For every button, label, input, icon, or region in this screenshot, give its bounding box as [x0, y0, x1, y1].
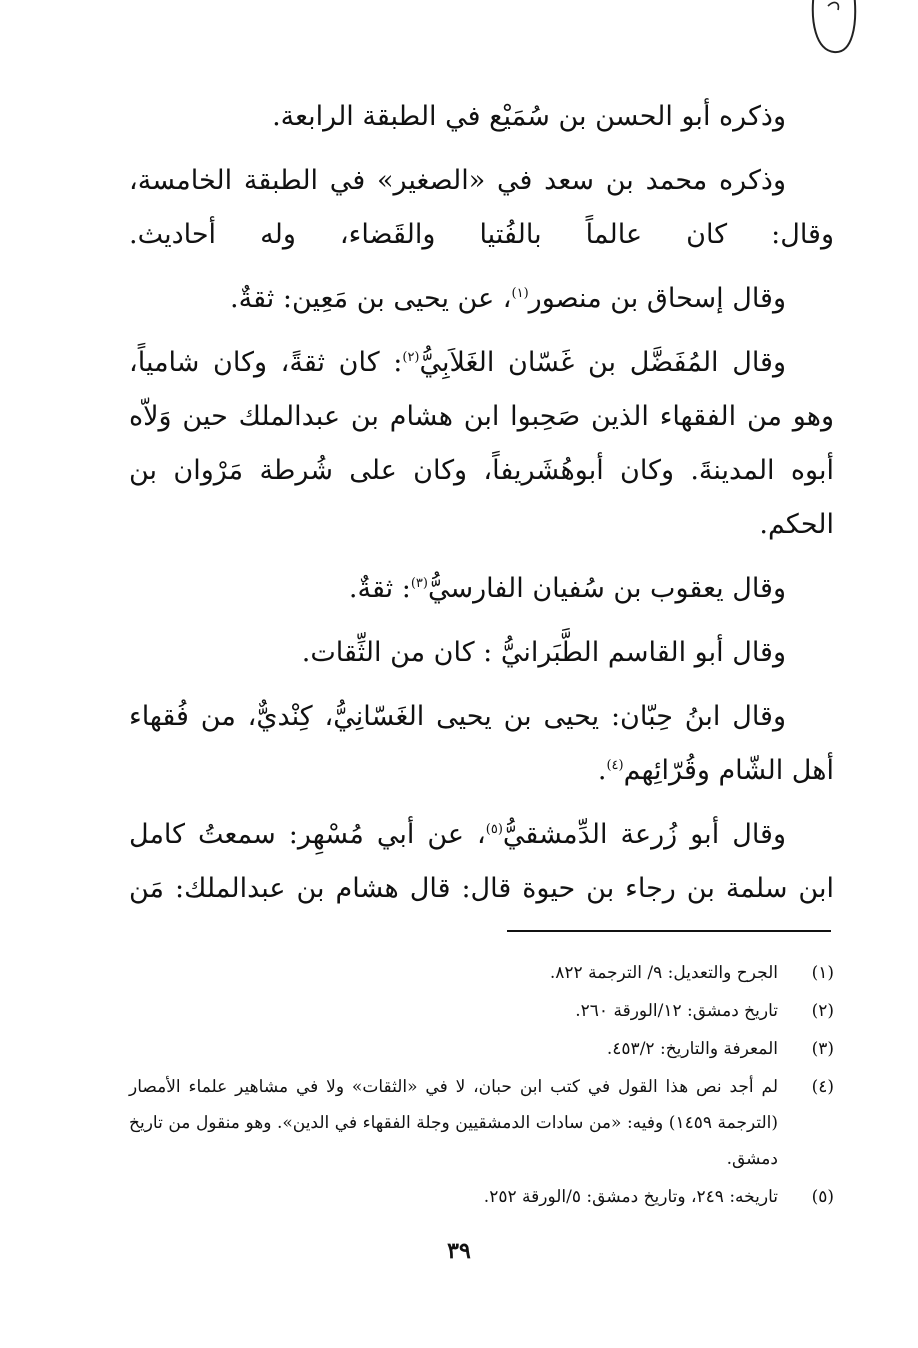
footnote-ref-3: (٣) — [410, 576, 428, 591]
footnote-number: (٤) — [811, 1077, 834, 1097]
footnote-ref-4: (٤) — [606, 758, 624, 773]
footnote-text: المعرفة والتاريخ: ٤٥٣/٢. — [606, 1039, 778, 1059]
paragraph-2: وذكره محمد بن سعد في «الصغير» في الطبقة الخامسة، وقال: كان عالماً بالفُتيا والقَضاء، وله أحاديث. — [129, 165, 834, 250]
footnote-item — [129, 993, 834, 1029]
footnote-ref-5: (٥) — [485, 822, 503, 837]
footnote-item — [129, 955, 834, 991]
paragraph-7: وقال ابنُ حِبّان: يحيى بن يحيى الغَسّانِيُّ، كِنْديٌّ، من فُقهاء أهل الشّام وقُرّائِهم$^{(٤)}$. — [129, 701, 834, 786]
paragraph-1: وذكره أبو الحسن بن سُمَيْع في الطبقة الرابعة. — [272, 101, 786, 132]
footnote-number: (٢) — [811, 1001, 834, 1021]
footnote-text: تاريخ دمشق: ١٢/الورقة ٢٦٠. — [575, 1001, 778, 1021]
footnote-item — [129, 1179, 834, 1215]
footnote-ref-2: (٢) — [402, 350, 420, 365]
page-number: ٣٩ — [447, 1238, 471, 1264]
paragraph-3: وقال إسحاق بن منصور$^{(١)}$، عن يحيى بن مَعِين: ثقةٌ. — [230, 283, 786, 314]
footnote-item — [129, 1031, 834, 1067]
paragraph-8: وقال أبو زُرعة الدِّمشقيُّ$^{(٥)}$، عن أبي مُسْهِر: سمعتُ كامل ابن سلمة بن رجاء بن حيوة قال: قال هشام بن عبدالملك: مَن — [129, 819, 834, 904]
footnote-item — [129, 1069, 834, 1177]
paragraph-5: وقال يعقوب بن سُفيان الفارسيُّ$^{(٣)}$: ثقةٌ. — [348, 573, 786, 604]
footnote-ref-1: (١) — [511, 286, 529, 301]
main-text — [129, 90, 834, 926]
paragraph-6: وقال أبو القاسم الطَّبَرانيُّ : كان من الثِّقات. — [301, 637, 786, 668]
footnote-text: الجرح والتعديل: ٩/ الترجمة ٨٢٢. — [549, 963, 778, 983]
corner-pen-mark — [808, 0, 860, 62]
footnote-number: (٥) — [811, 1187, 834, 1207]
footnote-text: لم أجد نص هذا القول في كتب ابن حبان، لا في «الثقات» ولا في مشاهير علماء الأمصار (الترجمة ١٤٥٩) وفيه: «من سادات الدمشقيين وجلة الفقهاء في الدين». وهو منقول من تاريخ دمشق. — [129, 1077, 779, 1169]
footnote-number: (١) — [811, 963, 834, 983]
footnote-separator — [507, 930, 831, 932]
footnote-number: (٣) — [811, 1039, 834, 1059]
footnotes — [129, 955, 834, 1217]
footnote-text: تاريخه: ٢٤٩، وتاريخ دمشق: ٥/الورقة ٢٥٢. — [483, 1187, 778, 1207]
paragraph-4: وقال المُفَضَّل بن غَسّان الغَلاَبِيُّ$^{(٢)}$: كان ثقةً، وكان شامياً، وهو من الفقهاء الذين صَحِبوا ابن هشام بن عبدالملك حين وَلاّه أبوه المدينةَ. وكان أبوهُشَريفاً، وكان على شُرطة مَرْوان بن الحكم. — [129, 347, 834, 540]
